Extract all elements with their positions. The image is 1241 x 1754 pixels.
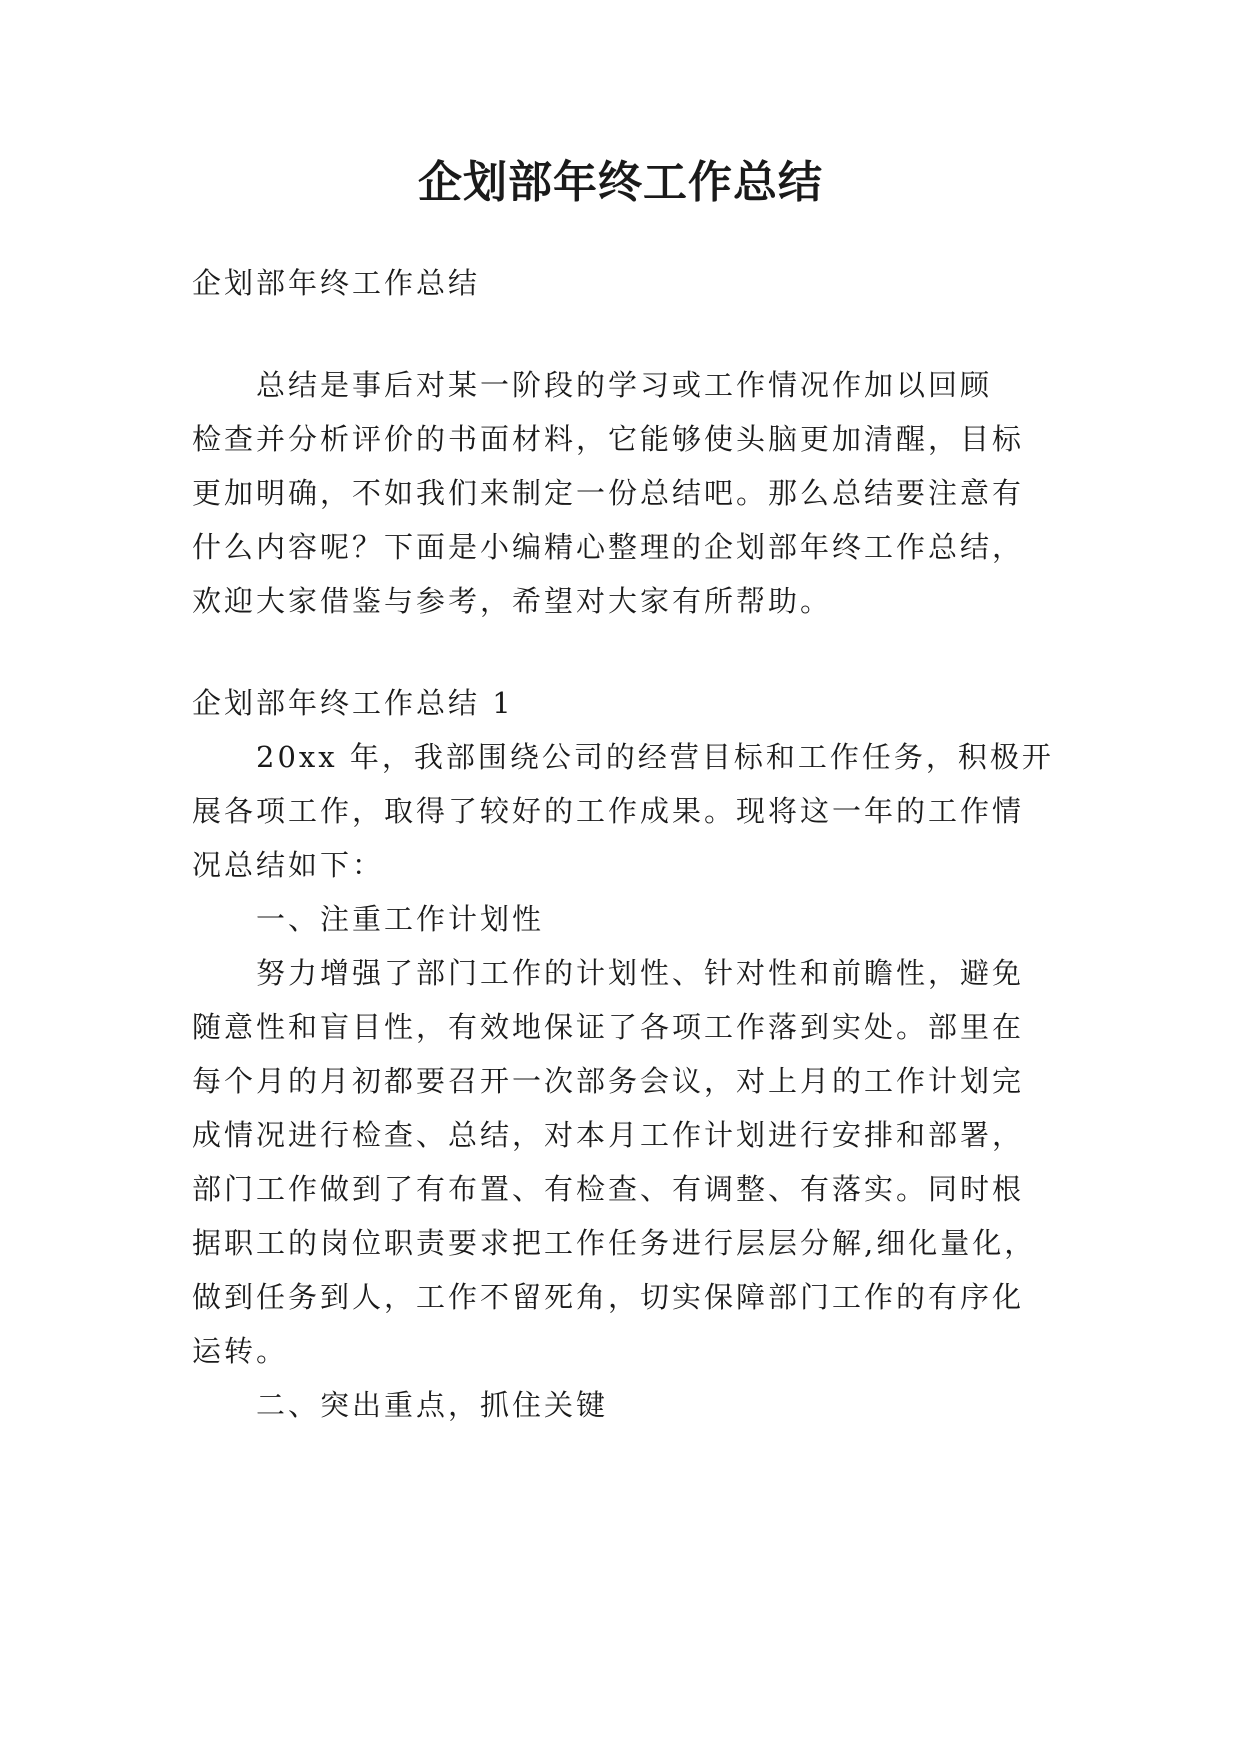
paragraph-line: 展各项工作，取得了较好的工作成果。现将这一年的工作情	[192, 794, 1025, 828]
document-title: 企划部年终工作总结	[418, 157, 823, 208]
paragraph-line: 努力增强了部门工作的计划性、针对性和前瞻性，避免	[256, 956, 1025, 990]
intro-line: 更加明确，不如我们来制定一份总结吧。那么总结要注意有	[192, 476, 1025, 510]
point-heading: 一、注重工作计划性	[256, 902, 545, 936]
intro-line: 总结是事后对某一阶段的学习或工作情况作加以回顾	[256, 368, 993, 402]
paragraph-line: 况总结如下：	[192, 848, 385, 882]
paragraph-line: 据职工的岗位职责要求把工作任务进行层层分解,细化量化，	[192, 1226, 1037, 1260]
section-heading: 企划部年终工作总结 1	[192, 686, 514, 720]
paragraph-line: 20xx 年，我部围绕公司的经营目标和工作任务，积极开	[256, 740, 1054, 774]
intro-line: 检查并分析评价的书面材料，它能够使头脑更加清醒，目标	[192, 422, 1025, 456]
paragraph-line: 运转。	[192, 1334, 289, 1368]
document-subtitle: 企划部年终工作总结	[192, 266, 481, 300]
paragraph-line: 成情况进行检查、总结，对本月工作计划进行安排和部署，	[192, 1118, 1025, 1152]
paragraph-line: 部门工作做到了有布置、有检查、有调整、有落实。同时根	[192, 1172, 1025, 1206]
intro-line: 什么内容呢？下面是小编精心整理的企划部年终工作总结，	[192, 530, 1025, 564]
paragraph-line: 做到任务到人，工作不留死角，切实保障部门工作的有序化	[192, 1280, 1025, 1314]
paragraph-line: 随意性和盲目性，有效地保证了各项工作落到实处。部里在	[192, 1010, 1025, 1044]
point-heading: 二、突出重点，抓住关键	[256, 1388, 609, 1422]
intro-line: 欢迎大家借鉴与参考，希望对大家有所帮助。	[192, 584, 833, 618]
paragraph-line: 每个月的月初都要召开一次部务会议，对上月的工作计划完	[192, 1064, 1025, 1098]
